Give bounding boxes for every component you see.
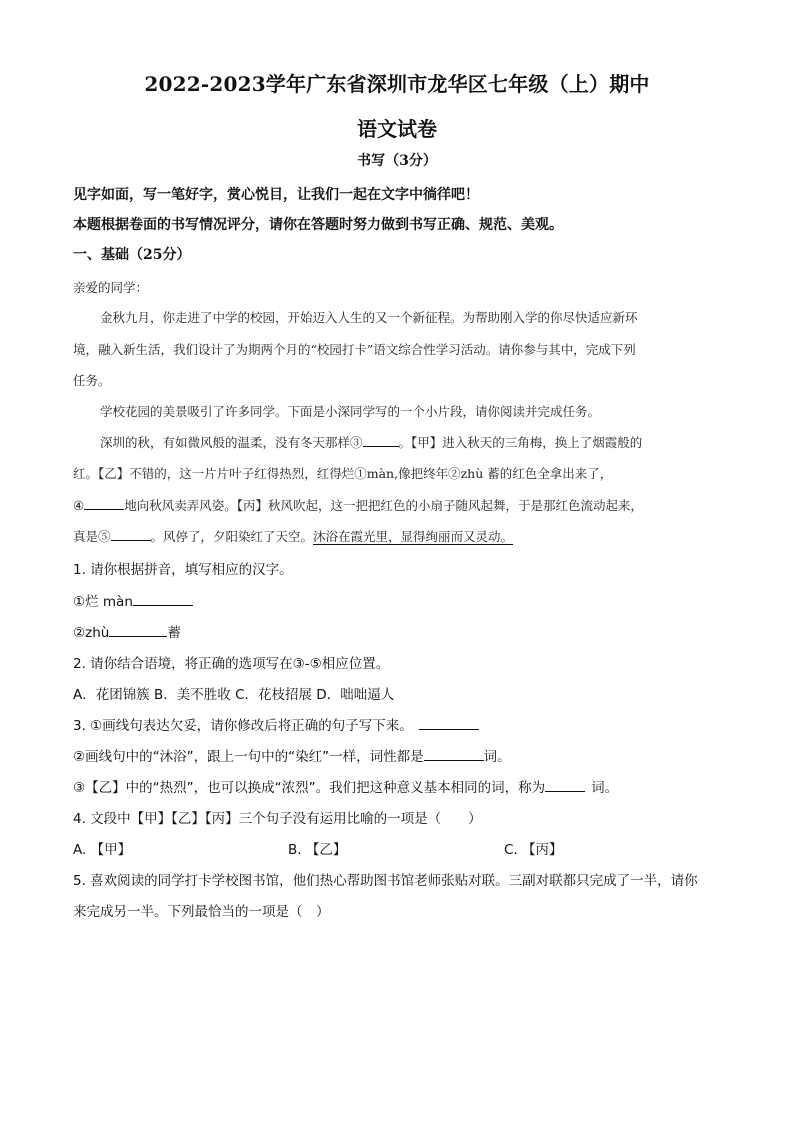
passage-p2: 学校花园的美景吸引了许多同学。下面是小深同学写的一个小片段，请你阅读并完成任务。 [100, 404, 601, 419]
exam-subtitle: 语文试卷 [357, 117, 437, 141]
answer-blank-3b[interactable] [424, 748, 484, 761]
question-3-b-text: ②画线句中的“沐浴”，跟上一句中的“染红”一样，词性都是 [73, 749, 424, 765]
passage-p3-line4-start: 真是⑤ [73, 529, 111, 544]
answer-blank-1b[interactable] [109, 624, 167, 637]
intro-line-1: 见字如面，写一笔好字，赏心悦目，让我们一起在文字中徜徉吧！ [73, 187, 479, 203]
question-1-a-label: ①烂 màn [73, 594, 133, 610]
question-3-b-suffix: 词。 [483, 749, 511, 765]
passage-p3-line3-start: ④ [73, 498, 85, 513]
question-3 [73, 714, 479, 734]
answer-blank-3c[interactable] [545, 779, 585, 792]
question-2-options: A．花团锦簇 B．美不胜收 C．花枝招展 D．咄咄逼人 [73, 687, 395, 703]
question-1-b-label: ②zhù [73, 625, 110, 641]
passage-p1-line3: 任务。 [73, 373, 111, 388]
question-5-line1: 5. 喜欢阅读的同学打卡学校图书馆，他们热心帮助图书馆老师张贴对联。三副对联都只完成了一半，请你 [73, 873, 698, 889]
question-3-c [73, 776, 618, 796]
question-4-option-c[interactable]: C. 【丙】 [504, 842, 563, 858]
question-5-line2: 来完成另一半。下列最恰当的一项是（ ） [73, 904, 330, 920]
writing-section-heading: 书写（3分） [357, 153, 437, 169]
basic-section-heading: 一、基础（25分） [73, 247, 191, 263]
passage-p3-line1-end: 。【甲】进入秋天的三角梅，换上了烟霞般的 [398, 435, 643, 450]
question-1: 1. 请你根据拼音，填写相应的汉字。 [73, 562, 293, 578]
passage-salutation: 亲爱的同学： [73, 280, 149, 295]
question-4-option-a[interactable]: A. 【甲】 [73, 842, 132, 858]
passage-p3-line3 [73, 496, 643, 514]
passage-p3-line4-mid: 。风停了，夕阳染红了天空。 [150, 529, 314, 544]
passage-p1-line1: 金秋九月，你走进了中学的校园，开始迈入人生的又一个新征程。为帮助刚入学的你尽快适应新环 [100, 310, 638, 325]
passage-p3-line2: 红。【乙】不错的，这一片片叶子红得热烈，红得烂①màn,像把终年②zhù 蓄的红色全拿出来了， [73, 466, 613, 481]
passage-p3-line1 [100, 433, 642, 451]
question-1-a [73, 590, 193, 610]
intro-line-2: 本题根据卷面的书写情况评分，请你在答题时努力做到书写正确、规范、美观。 [73, 217, 563, 233]
question-3-c-text: ③【乙】中的“热烈”，也可以换成“浓烈”。我们把这种意义基本相同的词，称为 [73, 780, 546, 796]
blank-4[interactable] [84, 497, 124, 510]
passage-p3-line1-start: 深圳的秋，有如微风般的温柔，没有冬天那样③ [100, 435, 363, 450]
question-3-c-suffix: 词。 [591, 780, 619, 796]
question-1-b [73, 621, 181, 641]
question-3-text: 3. ①画线句表达欠妥，请你修改后将正确的句子写下来。 [73, 718, 413, 734]
passage-p1-line2: 境，融入新生活，我们设计了为期两个月的“校园打卡”语文综合性学习活动。请你参与其中，完成下列 [73, 342, 636, 357]
passage-p3-line3-end: 地向秋风卖弄风姿。【丙】秋风吹起，这一把把红色的小扇子随风起舞，于是那红色流动起来， [124, 498, 643, 513]
passage-p3-line4 [73, 527, 513, 545]
underlined-sentence: 沐浴在霞光里，显得绚丽而又灵动。 [313, 529, 514, 544]
blank-5[interactable] [111, 528, 151, 541]
answer-blank-1a[interactable] [133, 593, 193, 606]
question-4-option-b[interactable]: B. 【乙】 [288, 842, 347, 858]
question-1-b-suffix: 蓄 [167, 625, 181, 641]
question-4: 4. 文段中【甲】【乙】【丙】三个句子没有运用比喻的一项是（ ） [73, 811, 482, 827]
answer-blank-3a[interactable] [419, 717, 479, 730]
question-3-b [73, 745, 511, 765]
question-2: 2. 请你结合语境，将正确的选项写在③-⑤相应位置。 [73, 656, 390, 672]
blank-3[interactable] [363, 434, 399, 447]
exam-title: 2022-2023学年广东省深圳市龙华区七年级（上）期中 [144, 72, 650, 96]
